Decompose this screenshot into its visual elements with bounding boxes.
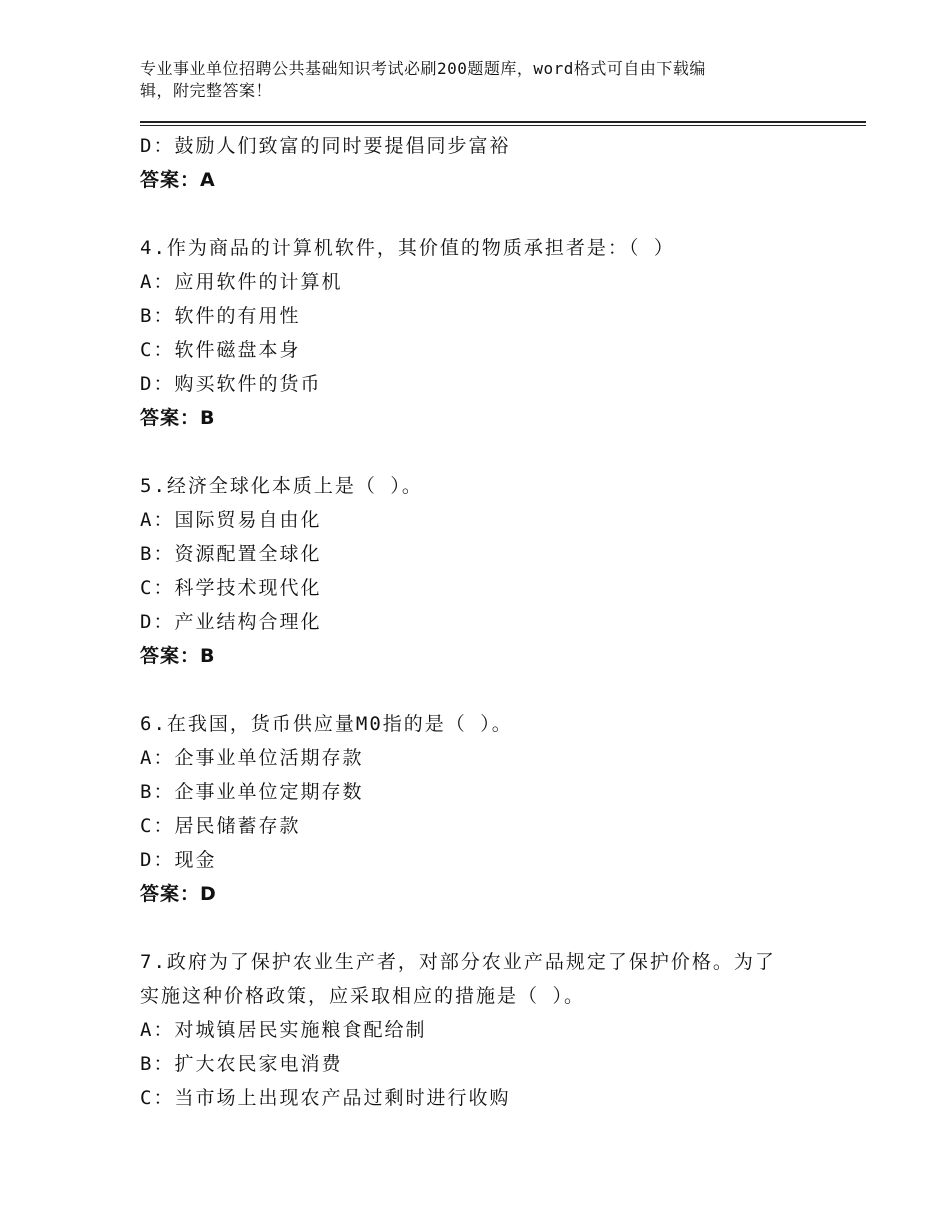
option-c: C：科学技术现代化 (140, 577, 322, 599)
question-content (140, 129, 840, 1115)
document-header (140, 58, 800, 102)
spacer (140, 911, 840, 945)
option-a: A：国际贸易自由化 (140, 509, 322, 531)
option-b: B：企事业单位定期存数 (140, 781, 364, 803)
option-b: B：软件的有用性 (140, 305, 301, 327)
option-b: B：资源配置全球化 (140, 543, 322, 565)
option-c: C：软件磁盘本身 (140, 339, 301, 361)
answer: 答案：B (140, 645, 216, 667)
option-b: B：扩大农民家电消费 (140, 1053, 343, 1075)
question-stem: 4.作为商品的计算机软件，其价值的物质承担者是：（ ） (140, 237, 675, 259)
option-a: A：应用软件的计算机 (140, 271, 343, 293)
spacer (140, 673, 840, 707)
question-stem: 6.在我国，货币供应量M0指的是（ ）。 (140, 713, 513, 735)
header-rule-thin (140, 125, 866, 126)
spacer (140, 197, 840, 231)
option-d: D：现金 (140, 849, 217, 871)
prev-answer: 答案：A (140, 169, 216, 191)
question-stem-line-2: 实施这种价格政策，应采取相应的措施是（ ）。 (140, 985, 585, 1007)
header-rule-thick (140, 121, 866, 123)
question-stem: 5.经济全球化本质上是（ ）。 (140, 475, 423, 497)
option-a: A：对城镇居民实施粮食配给制 (140, 1019, 427, 1041)
spacer (140, 435, 840, 469)
option-a: A：企事业单位活期存款 (140, 747, 364, 769)
question-stem-line-1: 7.政府为了保护农业生产者，对部分农业产品规定了保护价格。为了 (140, 951, 776, 973)
header-line-1: 专业事业单位招聘公共基础知识考试必刷200题题库，word格式可自由下载编 (140, 59, 706, 78)
option-d: D：购买软件的货币 (140, 373, 322, 395)
answer: 答案：D (140, 883, 217, 905)
answer: 答案：B (140, 407, 216, 429)
prev-option-d: D：鼓励人们致富的同时要提倡同步富裕 (140, 135, 511, 157)
option-c: C：居民储蓄存款 (140, 815, 301, 837)
header-line-2: 辑，附完整答案！ (140, 81, 273, 100)
option-d: D：产业结构合理化 (140, 611, 322, 633)
option-c: C：当市场上出现农产品过剩时进行收购 (140, 1087, 511, 1109)
